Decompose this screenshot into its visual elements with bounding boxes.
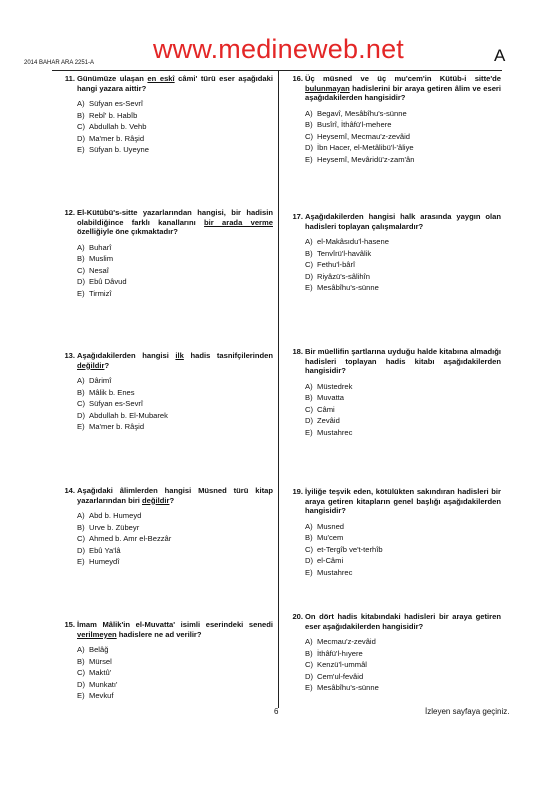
option-letter: D) <box>77 133 86 143</box>
question-stem: 15. İmam Mâlik'in el-Muvatta' isimli eserindeki senedi verilmeyen hadislere ne ad verilir? <box>77 620 273 639</box>
answer-option <box>305 154 501 166</box>
option-text: Rebî' b. Habîb <box>89 110 138 120</box>
answer-option <box>305 648 501 660</box>
option-text: Mu'cem <box>317 533 344 543</box>
question-number: 19. <box>292 487 303 496</box>
option-letter: B) <box>305 393 313 403</box>
option-text: Cem'ul-fevâid <box>317 671 364 681</box>
answer-option <box>77 545 273 557</box>
option-text: Urve b. Zübeyr <box>89 522 140 532</box>
question-18 <box>292 347 501 438</box>
site-watermark-link[interactable]: www.medineweb.net <box>152 34 405 64</box>
option-letter: E) <box>77 145 85 155</box>
question-stem: 17. Aşağıdakilerden hangisi halk arasında yaygın olan hadisleri toplayan çalışmalardır? <box>305 212 501 231</box>
option-text: Heysemî, Mevâridü'z-zam'ân <box>317 154 415 164</box>
option-letter: D) <box>305 671 314 681</box>
option-letter: E) <box>77 691 85 701</box>
option-letter: D) <box>305 556 314 566</box>
option-text: Süfyan b. Uyeyne <box>89 145 149 155</box>
option-letter: A) <box>77 645 85 655</box>
option-letter: B) <box>77 656 85 666</box>
options-list <box>77 242 273 300</box>
answer-option <box>77 421 273 433</box>
option-text: el-Câmi <box>317 556 344 566</box>
option-text: el-Makâsıdu'l-hasene <box>317 237 389 247</box>
option-letter: E) <box>77 422 85 432</box>
question-17 <box>292 212 501 294</box>
option-letter: E) <box>305 567 313 577</box>
answer-option <box>77 242 273 254</box>
answer-option <box>305 108 501 120</box>
question-stem: 14. Aşağıdaki âlimlerden hangisi Müsned türü kitap yazarlarından biri değildir? <box>77 486 273 505</box>
option-text: Mesâbîhu's-sünne <box>317 283 379 293</box>
question-14 <box>64 486 273 568</box>
question-13 <box>64 351 273 433</box>
option-letter: E) <box>305 283 313 293</box>
question-16 <box>292 74 501 165</box>
option-text: Abd b. Humeyd <box>89 511 142 521</box>
answer-option <box>305 544 501 556</box>
answer-option <box>305 404 501 416</box>
answer-option <box>305 671 501 683</box>
options-list <box>77 98 273 156</box>
option-letter: E) <box>77 288 85 298</box>
option-letter: C) <box>77 265 86 275</box>
options-list <box>77 644 273 702</box>
question-stem: 16. Üç müsned ve üç mu'cem'in Kütüb-i sitte'de bulunmayan hadislerini bir araya getiren âlim ve eseri aşağıdakilerden hangisidir? <box>305 74 501 103</box>
answer-option <box>77 144 273 156</box>
option-text: İbn Hacer, el-Metâlibü'l-'âliye <box>317 143 414 153</box>
option-text: Tirmizî <box>89 288 112 298</box>
question-stem: 18. Bir müellifin şartlarına uyduğu halde kitabına almadığı hadisleri toplayan hadis kitabı aşağıdakilerden hangisidir? <box>305 347 501 376</box>
option-text: Busîrî, İthâfü'l-mehere <box>317 120 392 130</box>
option-text: Ma'mer b. Râşid <box>89 133 145 143</box>
options-list <box>77 375 273 433</box>
answer-option <box>305 567 501 579</box>
option-letter: A) <box>77 99 85 109</box>
booklet-letter: A <box>494 46 506 65</box>
question-11 <box>64 74 273 156</box>
option-text: Mesâbîhu's-sünne <box>317 683 379 693</box>
option-text: Tenvîrü'l-havâlik <box>317 248 372 258</box>
answer-option <box>77 510 273 522</box>
option-text: Mustahrec <box>317 427 353 437</box>
option-letter: B) <box>77 110 85 120</box>
answer-option <box>305 521 501 533</box>
answer-option <box>305 236 501 248</box>
answer-option <box>305 427 501 439</box>
question-19 <box>292 487 501 578</box>
answer-option <box>305 131 501 143</box>
option-letter: D) <box>77 410 86 420</box>
option-letter: C) <box>305 260 314 270</box>
answer-option <box>77 110 273 122</box>
question-number: 20. <box>292 612 303 621</box>
answer-option <box>305 381 501 393</box>
question-number: 12. <box>64 208 75 217</box>
option-letter: A) <box>77 511 85 521</box>
option-text: Kenzü'l-ummâl <box>317 660 367 670</box>
option-text: Abdullah b. El-Mubarek <box>89 410 168 420</box>
option-letter: A) <box>77 242 85 252</box>
option-letter: B) <box>77 387 85 397</box>
option-text: Muvatta <box>317 393 345 403</box>
option-letter: E) <box>305 683 313 693</box>
option-letter: A) <box>305 637 313 647</box>
option-letter: E) <box>305 427 313 437</box>
option-text: Nesaî <box>89 265 109 275</box>
option-letter: A) <box>305 521 313 531</box>
option-letter: D) <box>305 143 314 153</box>
option-letter: D) <box>305 416 314 426</box>
question-number: 11. <box>64 74 75 83</box>
option-text: Ebû Ya'lâ <box>89 545 121 555</box>
option-text: Câmi <box>317 404 335 414</box>
answer-option <box>305 248 501 260</box>
header-rule <box>52 70 502 71</box>
option-text: Buharî <box>89 242 112 252</box>
answer-option <box>77 656 273 668</box>
next-page-note: İzleyen sayfaya geçiniz. <box>425 707 510 716</box>
option-letter: A) <box>305 381 313 391</box>
question-stem: 19. İyiliğe teşvik eden, kötülükten sakındıran hadisleri bir araya getiren kitapların genel başlığı aşağıdakilerden hangisidir? <box>305 487 501 516</box>
options-list <box>305 381 501 439</box>
column-divider <box>278 70 279 708</box>
option-letter: A) <box>305 237 313 247</box>
option-text: Riyâzü's-sâlihîn <box>317 271 370 281</box>
answer-option <box>305 636 501 648</box>
question-number: 14. <box>64 486 75 495</box>
option-text: Mecmau'z-zevâid <box>317 637 376 647</box>
question-stem: 13. Aşağıdakilerden hangisi ilk hadis tasnifçilerinden değildir? <box>77 351 273 370</box>
answer-option <box>305 682 501 694</box>
option-letter: E) <box>77 557 85 567</box>
option-text: Abdullah b. Vehb <box>89 122 147 132</box>
answer-option <box>305 142 501 154</box>
option-text: Belâğ <box>89 645 109 655</box>
option-text: Müstedrek <box>317 381 353 391</box>
option-text: Süfyan es-Sevrî <box>89 99 144 109</box>
option-letter: A) <box>77 376 85 386</box>
answer-option <box>77 121 273 133</box>
options-list <box>305 236 501 294</box>
question-20 <box>292 612 501 694</box>
exam-code: 2014 BAHAR ARA 2251-A <box>24 60 95 66</box>
options-list <box>77 510 273 568</box>
option-letter: C) <box>305 660 314 670</box>
option-text: Ebû Dâvud <box>89 277 127 287</box>
option-letter: D) <box>77 679 86 689</box>
question-stem: 20. On dört hadis kitabındaki hadisleri bir araya getiren eser aşağıdakilerden hangisidir? <box>305 612 501 631</box>
option-letter: E) <box>305 154 313 164</box>
option-letter: C) <box>77 122 86 132</box>
option-letter: B) <box>305 533 313 543</box>
question-12 <box>64 208 273 299</box>
option-text: Dârimî <box>89 376 112 386</box>
option-letter: C) <box>77 668 86 678</box>
answer-option <box>77 387 273 399</box>
answer-option <box>305 119 501 131</box>
option-text: İthâfü'l-hıyere <box>317 648 363 658</box>
option-text: Mustahrec <box>317 567 353 577</box>
answer-option <box>305 271 501 283</box>
option-text: Humeydî <box>89 557 120 567</box>
options-list <box>305 521 501 579</box>
answer-option <box>77 533 273 545</box>
answer-option <box>77 288 273 300</box>
page-number: 6 <box>274 707 279 716</box>
options-list <box>305 108 501 166</box>
option-text: Heysemî, Mecmau'z-zevâid <box>317 131 411 141</box>
answer-option <box>305 282 501 294</box>
question-number: 17. <box>292 212 303 221</box>
option-text: Begavî, Mesâbîhu's-sünne <box>317 108 407 118</box>
option-text: Mevkuf <box>89 691 114 701</box>
option-text: Musned <box>317 521 345 531</box>
option-letter: B) <box>305 120 313 130</box>
answer-option <box>77 410 273 422</box>
option-letter: C) <box>77 534 86 544</box>
option-text: Munkatı' <box>89 679 118 689</box>
option-text: et-Tergîb ve't-terhîb <box>317 544 383 554</box>
option-text: Mürsel <box>89 656 112 666</box>
option-letter: B) <box>305 248 313 258</box>
question-number: 18. <box>292 347 303 356</box>
option-text: Muslim <box>89 254 114 264</box>
option-text: Fethu'l-bârî <box>317 260 356 270</box>
option-text: Mâlik b. Enes <box>89 387 135 397</box>
option-text: Zevâid <box>317 416 340 426</box>
option-letter: B) <box>77 522 85 532</box>
question-15 <box>64 620 273 702</box>
answer-option <box>305 555 501 567</box>
answer-option <box>77 522 273 534</box>
question-number: 16. <box>292 74 303 83</box>
option-text: Ma'mer b. Râşid <box>89 422 145 432</box>
answer-option <box>77 265 273 277</box>
answer-option <box>77 276 273 288</box>
option-letter: D) <box>77 277 86 287</box>
option-letter: D) <box>77 545 86 555</box>
answer-option <box>77 679 273 691</box>
option-letter: D) <box>305 271 314 281</box>
answer-option <box>77 133 273 145</box>
answer-option <box>77 98 273 110</box>
answer-option <box>77 667 273 679</box>
option-letter: B) <box>77 254 85 264</box>
answer-option <box>77 556 273 568</box>
question-stem: 11. Günümüze ulaşan en eskî câmi' türü eser aşağıdaki hangi yazara aittir? <box>77 74 273 93</box>
answer-option <box>77 690 273 702</box>
option-text: Süfyan es-Sevrî <box>89 399 144 409</box>
option-letter: C) <box>305 404 314 414</box>
answer-option <box>77 253 273 265</box>
option-text: Ahmed b. Amr el-Bezzâr <box>89 534 172 544</box>
answer-option <box>305 259 501 271</box>
option-letter: C) <box>305 131 314 141</box>
option-letter: B) <box>305 648 313 658</box>
option-letter: C) <box>305 544 314 554</box>
question-number: 13. <box>64 351 75 360</box>
answer-option <box>77 398 273 410</box>
option-letter: A) <box>305 108 313 118</box>
options-list <box>305 636 501 694</box>
answer-option <box>305 659 501 671</box>
answer-option <box>305 532 501 544</box>
question-stem: 12. El-Kütübü's-sitte yazarlarından hangisi, bir hadisin olabildiğince farklı kanallarını bir arada verme özelliğiyle öne çıkmaktadır? <box>77 208 273 237</box>
answer-option <box>305 392 501 404</box>
question-number: 15. <box>64 620 75 629</box>
answer-option <box>305 415 501 427</box>
option-letter: C) <box>77 399 86 409</box>
answer-option <box>77 644 273 656</box>
option-text: Maktû' <box>89 668 112 678</box>
answer-option <box>77 375 273 387</box>
